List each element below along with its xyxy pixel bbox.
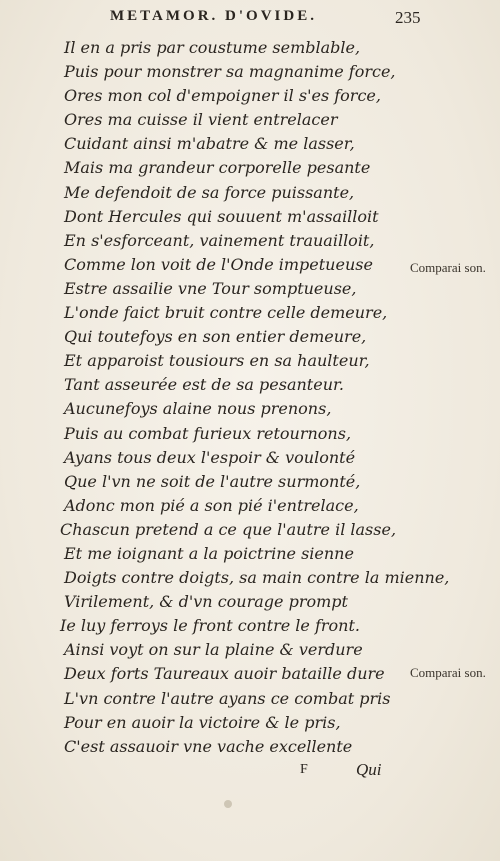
verse-line: Ayans tous deux l'espoir & voulonté (64, 447, 356, 467)
verse-line: Tant asseurée est de sa pesanteur. (64, 375, 344, 395)
verse-line: Ainsi voyt on sur la plaine & verdure (64, 640, 363, 660)
verse-line: L'onde faict bruit contre celle demeure, (64, 303, 388, 323)
verse-line: Et me ioignant a la poictrine sienne (64, 543, 354, 563)
verse-line: Pour en auoir la victoire & le pris, (64, 712, 341, 732)
verse-line: Deux forts Taureaux auoir bataille dure (64, 664, 385, 684)
verse-line: Cuidant ainsi m'abatre & me lasser, (64, 134, 355, 154)
verse-line: Qui toutefoys en son entier demeure, (64, 327, 367, 347)
catchword: Qui (356, 760, 382, 779)
verse-line: Estre assailie vne Tour somptueuse, (64, 278, 357, 298)
ink-spot (224, 800, 232, 808)
signature-mark: F (300, 762, 308, 777)
verse-line: Ores ma cuisse il vient entrelacer (64, 110, 338, 130)
verse-line: Me defendoit de sa force puissante, (64, 182, 355, 202)
verse-line: Comme lon voit de l'Onde impetueuse (64, 254, 373, 274)
verse-line: Puis au combat furieux retournons, (64, 423, 352, 443)
verse-line: Chascun pretend a ce que l'autre il lasse, (60, 519, 397, 539)
running-title: METAMOR. D'OVIDE. (110, 8, 317, 24)
verse-line: Virilement, & d'vn courage prompt (64, 592, 348, 612)
verse-line: Il en a pris par coustume semblable, (64, 38, 361, 57)
running-head (110, 8, 470, 32)
verse-line: Ie luy ferroys le front contre le front. (60, 616, 360, 636)
verse-line: Doigts contre doigts, sa main contre la mienne, (64, 568, 450, 588)
margin-note: Comparai son. (410, 260, 486, 275)
verse-line: Ores mon col d'empoigner il s'es force, (64, 86, 381, 106)
verse-line: Adonc mon pié a son pié i'entrelace, (64, 495, 359, 515)
verse-line: En s'esforceant, vainement trauailloit, (64, 230, 375, 250)
verse-line: Et apparoist tousiours en sa haulteur, (64, 351, 370, 371)
verse-line: Puis pour monstrer sa magnanime force, (64, 62, 396, 82)
verse-line: Mais ma grandeur corporelle pesante (64, 158, 371, 178)
verse-line: Aucunefoys alaine nous prenons, (64, 399, 332, 419)
verse-line: C'est assauoir vne vache excellente (64, 736, 353, 756)
margin-note: Comparai son. (410, 665, 486, 680)
verse-line: Que l'vn ne soit de l'autre surmonté, (64, 471, 361, 491)
verse-line: L'vn contre l'autre ayans ce combat pris (64, 688, 391, 708)
verse-line: Dont Hercules qui souuent m'assailloit (64, 206, 379, 226)
page-number: 235 (395, 8, 421, 27)
